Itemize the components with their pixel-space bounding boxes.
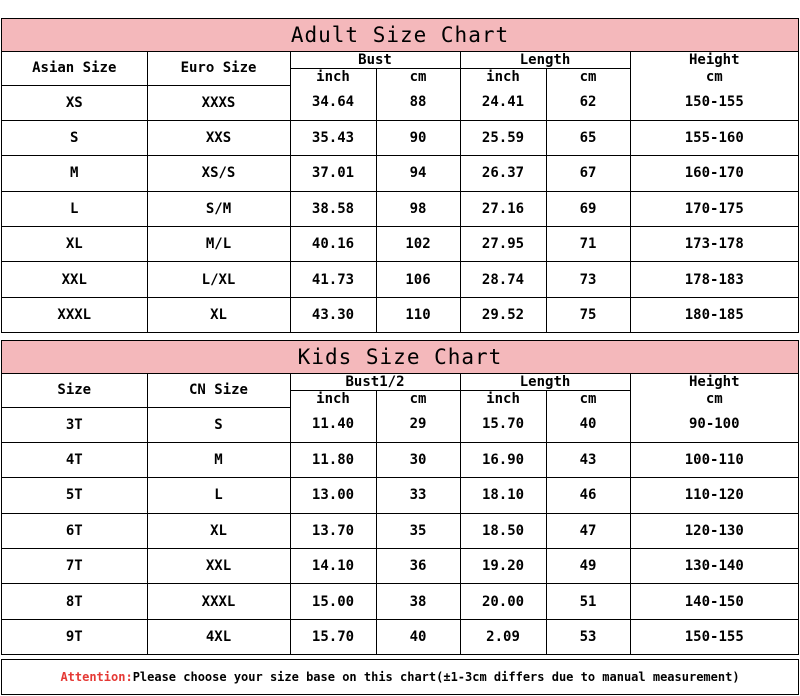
kids-header-size: Size <box>2 374 147 407</box>
kids-cell-size: 4T <box>2 442 147 477</box>
adult-header-asian-size: Asian Size <box>2 52 147 85</box>
kids-cell-height: 130-140 <box>630 549 798 584</box>
adult-header-bust: Bust <box>290 52 460 69</box>
kids-cell-height: 90-100 <box>630 407 798 442</box>
adult-header-bust-cm: cm <box>376 69 460 86</box>
adult-cell-bust-cm: 94 <box>376 156 460 191</box>
kids-header-bust-inch: inch <box>290 391 376 408</box>
adult-header-length-inch: inch <box>460 69 546 86</box>
adult-cell-alt-size: XL <box>147 297 290 332</box>
adult-cell-height: 160-170 <box>630 156 798 191</box>
adult-cell-bust-cm: 98 <box>376 191 460 226</box>
adult-cell-size: XL <box>2 227 147 262</box>
table-row <box>2 120 798 155</box>
kids-cell-length-inch: 16.90 <box>460 442 546 477</box>
table-row <box>2 297 798 332</box>
adult-cell-size: S <box>2 120 147 155</box>
kids-cell-bust-inch: 11.80 <box>290 442 376 477</box>
kids-cell-height: 140-150 <box>630 584 798 619</box>
attention-label: Attention: <box>60 670 133 684</box>
adult-cell-size: XXXL <box>2 297 147 332</box>
adult-cell-height: 180-185 <box>630 297 798 332</box>
kids-header-length-inch: inch <box>460 391 546 408</box>
kids-table-body <box>2 407 798 654</box>
adult-cell-size: L <box>2 191 147 226</box>
kids-cell-height: 110-120 <box>630 478 798 513</box>
adult-cell-bust-cm: 90 <box>376 120 460 155</box>
kids-cell-bust-cm: 38 <box>376 584 460 619</box>
adult-cell-length-cm: 65 <box>546 120 630 155</box>
adult-cell-size: XS <box>2 85 147 120</box>
adult-header-height-unit: cm <box>630 69 798 86</box>
kids-cell-size: 9T <box>2 619 147 654</box>
adult-cell-height: 173-178 <box>630 227 798 262</box>
kids-cell-size: 3T <box>2 407 147 442</box>
kids-size-chart <box>1 340 799 655</box>
kids-cell-length-cm: 46 <box>546 478 630 513</box>
kids-chart-title: Kids Size Chart <box>2 341 798 374</box>
kids-cell-bust-inch: 13.70 <box>290 513 376 548</box>
kids-header-bust: Bust1/2 <box>290 374 460 391</box>
kids-cell-length-cm: 49 <box>546 549 630 584</box>
kids-header-cn-size: CN Size <box>147 374 290 407</box>
adult-cell-bust-inch: 37.01 <box>290 156 376 191</box>
adult-chart-title: Adult Size Chart <box>2 19 798 52</box>
kids-cell-height: 150-155 <box>630 619 798 654</box>
kids-cell-bust-inch: 15.70 <box>290 619 376 654</box>
kids-cell-height: 120-130 <box>630 513 798 548</box>
kids-cell-bust-inch: 15.00 <box>290 584 376 619</box>
kids-cell-bust-cm: 29 <box>376 407 460 442</box>
adult-cell-bust-inch: 34.64 <box>290 85 376 120</box>
attention-text: Please choose your size base on this chart(±1-3cm differs due to manual measurement) <box>132 670 740 684</box>
adult-cell-length-cm: 67 <box>546 156 630 191</box>
table-row <box>2 549 798 584</box>
kids-cell-bust-inch: 11.40 <box>290 407 376 442</box>
adult-cell-bust-cm: 106 <box>376 262 460 297</box>
kids-cell-alt-size: 4XL <box>147 619 290 654</box>
adult-cell-alt-size: M/L <box>147 227 290 262</box>
kids-cell-size: 7T <box>2 549 147 584</box>
kids-cell-size: 5T <box>2 478 147 513</box>
table-row <box>2 85 798 120</box>
adult-cell-size: XXL <box>2 262 147 297</box>
adult-header-bust-inch: inch <box>290 69 376 86</box>
kids-cell-size: 6T <box>2 513 147 548</box>
adult-header-euro-size: Euro Size <box>147 52 290 85</box>
attention-note <box>1 659 799 695</box>
adult-cell-length-inch: 29.52 <box>460 297 546 332</box>
kids-cell-length-cm: 43 <box>546 442 630 477</box>
kids-cell-length-inch: 18.10 <box>460 478 546 513</box>
kids-cell-bust-cm: 35 <box>376 513 460 548</box>
kids-cell-height: 100-110 <box>630 442 798 477</box>
table-row <box>2 442 798 477</box>
adult-cell-length-cm: 73 <box>546 262 630 297</box>
kids-cell-bust-cm: 36 <box>376 549 460 584</box>
adult-cell-bust-cm: 102 <box>376 227 460 262</box>
kids-cell-bust-inch: 13.00 <box>290 478 376 513</box>
kids-cell-length-inch: 18.50 <box>460 513 546 548</box>
kids-cell-length-cm: 47 <box>546 513 630 548</box>
kids-header-length: Length <box>460 374 630 391</box>
adult-cell-bust-inch: 43.30 <box>290 297 376 332</box>
table-row <box>2 262 798 297</box>
adult-header-length: Length <box>460 52 630 69</box>
kids-cell-length-inch: 20.00 <box>460 584 546 619</box>
kids-cell-size: 8T <box>2 584 147 619</box>
table-row <box>2 191 798 226</box>
kids-cell-length-cm: 53 <box>546 619 630 654</box>
kids-cell-length-cm: 40 <box>546 407 630 442</box>
kids-cell-length-inch: 15.70 <box>460 407 546 442</box>
kids-cell-length-inch: 2.09 <box>460 619 546 654</box>
kids-size-table <box>2 374 798 654</box>
kids-cell-bust-cm: 30 <box>376 442 460 477</box>
kids-header-length-cm: cm <box>546 391 630 408</box>
adult-cell-bust-inch: 41.73 <box>290 262 376 297</box>
kids-header-bust-cm: cm <box>376 391 460 408</box>
adult-cell-bust-cm: 110 <box>376 297 460 332</box>
kids-cell-bust-inch: 14.10 <box>290 549 376 584</box>
kids-cell-bust-cm: 40 <box>376 619 460 654</box>
adult-cell-length-inch: 24.41 <box>460 85 546 120</box>
adult-cell-length-inch: 27.16 <box>460 191 546 226</box>
adult-cell-bust-inch: 35.43 <box>290 120 376 155</box>
kids-cell-alt-size: XXXL <box>147 584 290 619</box>
kids-cell-alt-size: S <box>147 407 290 442</box>
kids-cell-alt-size: M <box>147 442 290 477</box>
adult-cell-height: 150-155 <box>630 85 798 120</box>
adult-cell-alt-size: L/XL <box>147 262 290 297</box>
adult-cell-length-cm: 75 <box>546 297 630 332</box>
adult-cell-alt-size: XS/S <box>147 156 290 191</box>
adult-cell-length-cm: 69 <box>546 191 630 226</box>
adult-cell-length-inch: 27.95 <box>460 227 546 262</box>
adult-cell-length-inch: 26.37 <box>460 156 546 191</box>
kids-cell-alt-size: XXL <box>147 549 290 584</box>
kids-cell-alt-size: L <box>147 478 290 513</box>
table-row <box>2 619 798 654</box>
adult-cell-length-inch: 25.59 <box>460 120 546 155</box>
adult-header-height: Height <box>630 52 798 69</box>
kids-cell-length-cm: 51 <box>546 584 630 619</box>
adult-cell-size: M <box>2 156 147 191</box>
adult-header-length-cm: cm <box>546 69 630 86</box>
table-row <box>2 584 798 619</box>
adult-cell-bust-inch: 40.16 <box>290 227 376 262</box>
adult-cell-height: 170-175 <box>630 191 798 226</box>
adult-cell-bust-inch: 38.58 <box>290 191 376 226</box>
adult-cell-height: 178-183 <box>630 262 798 297</box>
adult-cell-alt-size: XXXS <box>147 85 290 120</box>
adult-cell-length-cm: 71 <box>546 227 630 262</box>
adult-cell-length-cm: 62 <box>546 85 630 120</box>
table-row <box>2 156 798 191</box>
table-row <box>2 478 798 513</box>
table-row <box>2 407 798 442</box>
adult-size-chart <box>1 18 799 333</box>
adult-cell-height: 155-160 <box>630 120 798 155</box>
table-row <box>2 513 798 548</box>
adult-cell-alt-size: XXS <box>147 120 290 155</box>
table-row <box>2 227 798 262</box>
adult-cell-alt-size: S/M <box>147 191 290 226</box>
adult-table-body <box>2 85 798 332</box>
kids-cell-alt-size: XL <box>147 513 290 548</box>
kids-header-height: Height <box>630 374 798 391</box>
kids-header-height-unit: cm <box>630 391 798 408</box>
kids-cell-length-inch: 19.20 <box>460 549 546 584</box>
adult-size-table <box>2 52 798 332</box>
adult-cell-length-inch: 28.74 <box>460 262 546 297</box>
kids-cell-bust-cm: 33 <box>376 478 460 513</box>
adult-cell-bust-cm: 88 <box>376 85 460 120</box>
